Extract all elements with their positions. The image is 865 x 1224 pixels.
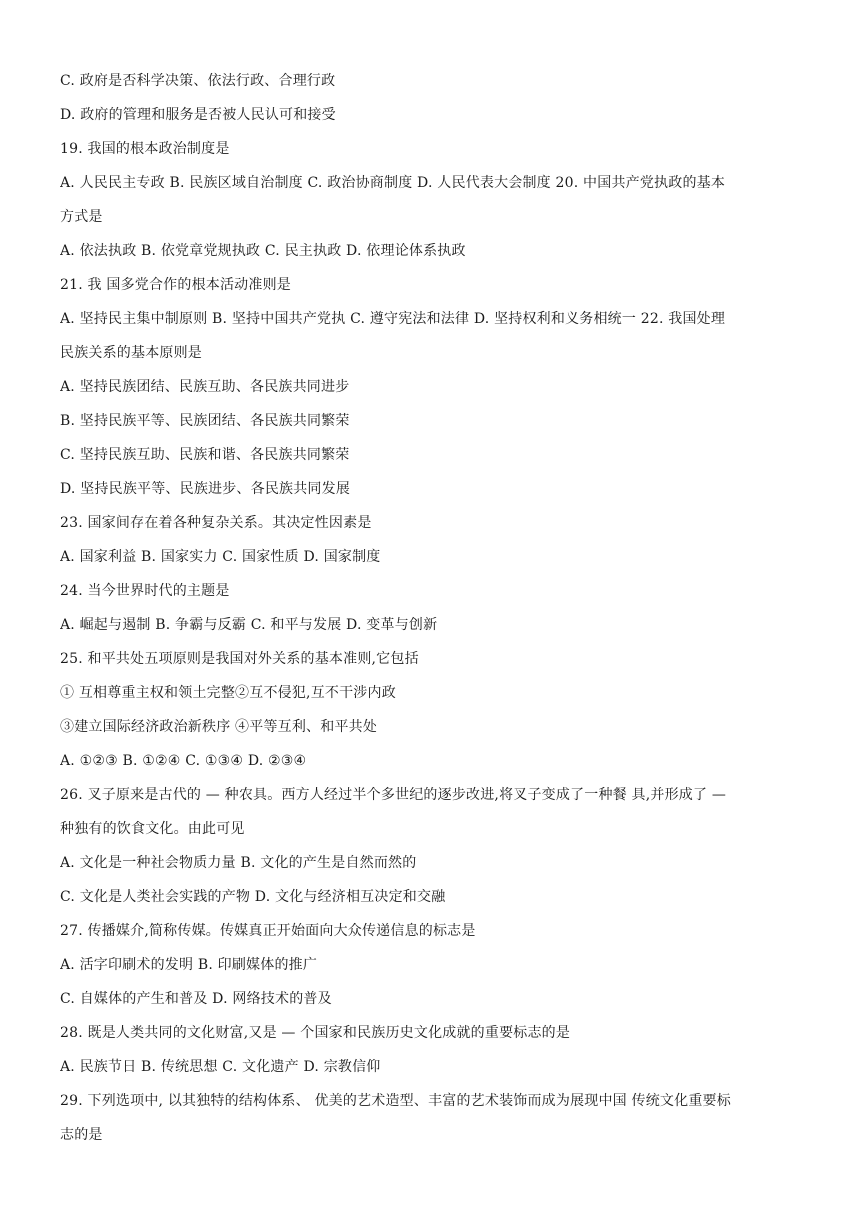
option-line: D. 政府的管理和服务是否被人民认可和接受 xyxy=(60,107,336,123)
question-line: 24. 当今世界时代的主题是 xyxy=(60,583,230,599)
question-line: 21. 我 国多党合作的根本活动准则是 xyxy=(60,277,291,293)
statement-line: ③建立国际经济政治新秩序 ④平等互利、和平共处 xyxy=(60,719,378,735)
option-line: A. ①②③ B. ①②④ C. ①③④ D. ②③④ xyxy=(60,753,307,769)
option-line: A. 崛起与遏制 B. 争霸与反霸 C. 和平与发展 D. 变革与创新 xyxy=(60,617,438,633)
option-line: A. 文化是一种社会物质力量 B. 文化的产生是自然而然的 xyxy=(60,855,417,871)
question-line: 19. 我国的根本政治制度是 xyxy=(60,141,230,157)
option-line: C. 自媒体的产生和普及 D. 网络技术的普及 xyxy=(60,991,332,1007)
option-line: A. 坚持民主集中制原则 B. 坚持中国共产党执 C. 遵守宪法和法律 D. 坚持权利和义务相统一 22. 我国处理 xyxy=(60,311,726,327)
option-line: A. 坚持民族团结、民族互助、各民族共同进步 xyxy=(60,379,350,395)
statement-line: ① 互相尊重主权和领土完整②互不侵犯,互不干涉内政 xyxy=(60,685,396,701)
option-line: A. 民族节日 B. 传统思想 C. 文化遗产 D. 宗教信仰 xyxy=(60,1059,381,1075)
option-line: A. 人民民主专政 B. 民族区域自治制度 C. 政治协商制度 D. 人民代表大会制度 20. 中国共产党执政的基本 xyxy=(60,175,726,191)
option-line: D. 坚持民族平等、民族进步、各民族共同发展 xyxy=(60,481,351,497)
option-line: C. 坚持民族互助、民族和谐、各民族共同繁荣 xyxy=(60,447,350,463)
option-line: A. 依法执政 B. 依党章党规执政 C. 民主执政 D. 依理论体系执政 xyxy=(60,243,466,259)
question-line: 23. 国家间存在着各种复杂关系。其决定性因素是 xyxy=(60,515,372,531)
question-line: 26. 叉子原来是古代的 — 种农具。西方人经过半个多世纪的逐步改进,将叉子变成了一种餐 具,并形成了 — xyxy=(60,787,727,803)
document-page xyxy=(60,64,805,1152)
option-line: C. 文化是人类社会实践的产物 D. 文化与经济相互决定和交融 xyxy=(60,889,446,905)
question-line: 民族关系的基本原则是 xyxy=(60,345,202,361)
question-line: 25. 和平共处五项原则是我国对外关系的基本准则,它包括 xyxy=(60,651,419,667)
option-line: A. 国家利益 B. 国家实力 C. 国家性质 D. 国家制度 xyxy=(60,549,381,565)
question-line: 种独有的饮食文化。由此可见 xyxy=(60,821,245,837)
question-line: 29. 下列选项中, 以其独特的结构体系、 优美的艺术造型、丰富的艺术装饰而成为展现中国 传统文化重要标 xyxy=(60,1093,731,1109)
question-line: 27. 传播媒介,简称传媒。传媒真正开始面向大众传递信息的标志是 xyxy=(60,923,476,939)
question-line: 方式是 xyxy=(60,209,103,225)
question-line: 28. 既是人类共同的文化财富,又是 — 个国家和民族历史文化成就的重要标志的是 xyxy=(60,1025,571,1041)
option-line: A. 活字印刷术的发明 B. 印刷媒体的推广 xyxy=(60,957,318,973)
option-line: C. 政府是否科学决策、依法行政、合理行政 xyxy=(60,73,336,89)
option-line: B. 坚持民族平等、民族团结、各民族共同繁荣 xyxy=(60,413,350,429)
question-line: 志的是 xyxy=(60,1127,103,1143)
